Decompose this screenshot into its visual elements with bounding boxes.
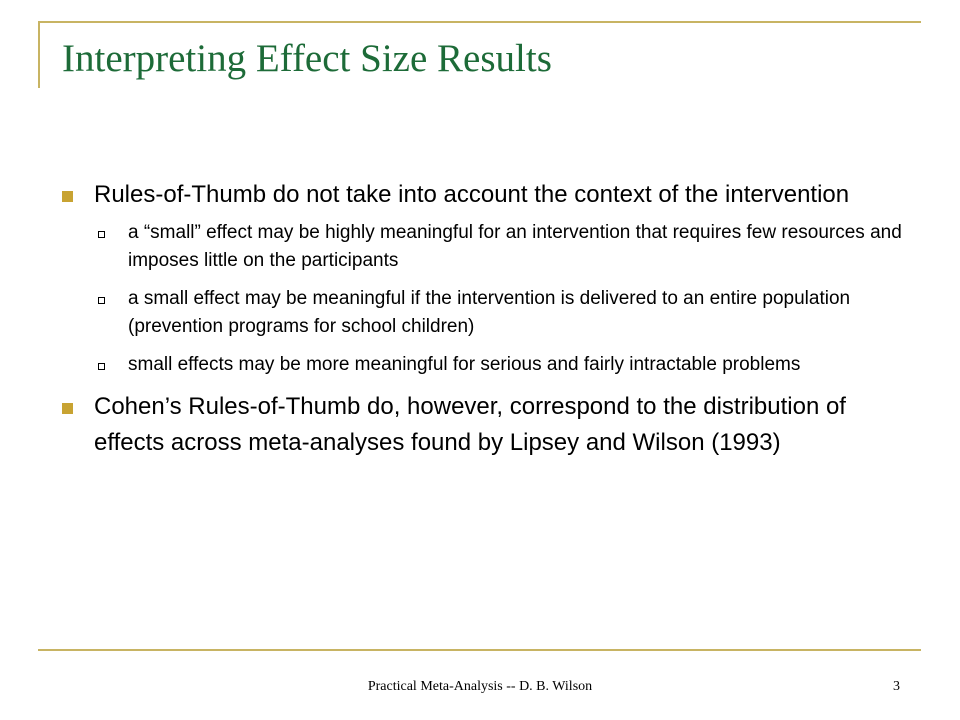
sub-bullet-text: a “small” effect may be highly meaningful for an intervention that requires few resources and imposes little on the participants (128, 222, 902, 271)
bullet-text: Cohen’s Rules-of-Thumb do, however, correspond to the distribution of effects across meta-analyses found by Lipsey and Wilson (1993) (94, 393, 846, 456)
sub-bullet-list (94, 219, 920, 379)
bullet-item (58, 389, 920, 461)
square-bullet-icon (62, 191, 73, 202)
bullet-text: Rules-of-Thumb do not take into account the context of the intervention (94, 181, 850, 208)
sub-bullet-text: a small effect may be meaningful if the intervention is delivered to an entire population (prevention programs for school children) (128, 288, 851, 337)
top-divider (38, 21, 921, 23)
hollow-square-bullet-icon (98, 297, 105, 304)
sub-bullet-item (94, 285, 920, 341)
sub-bullet-text: small effects may be more meaningful for serious and fairly intractable problems (128, 354, 801, 375)
bullet-item (58, 177, 920, 213)
footer-text: Practical Meta-Analysis -- D. B. Wilson (367, 679, 593, 694)
page-number: 3 (893, 679, 900, 694)
hollow-square-bullet-icon (98, 231, 105, 238)
slide-body (58, 177, 920, 461)
sub-bullet-item (94, 351, 920, 379)
hollow-square-bullet-icon (98, 363, 105, 370)
sub-bullet-item (94, 219, 920, 275)
slide-title: Interpreting Effect Size Results (62, 37, 552, 80)
left-accent-bar (38, 21, 40, 88)
square-bullet-icon (62, 403, 73, 414)
bottom-divider (38, 649, 921, 651)
